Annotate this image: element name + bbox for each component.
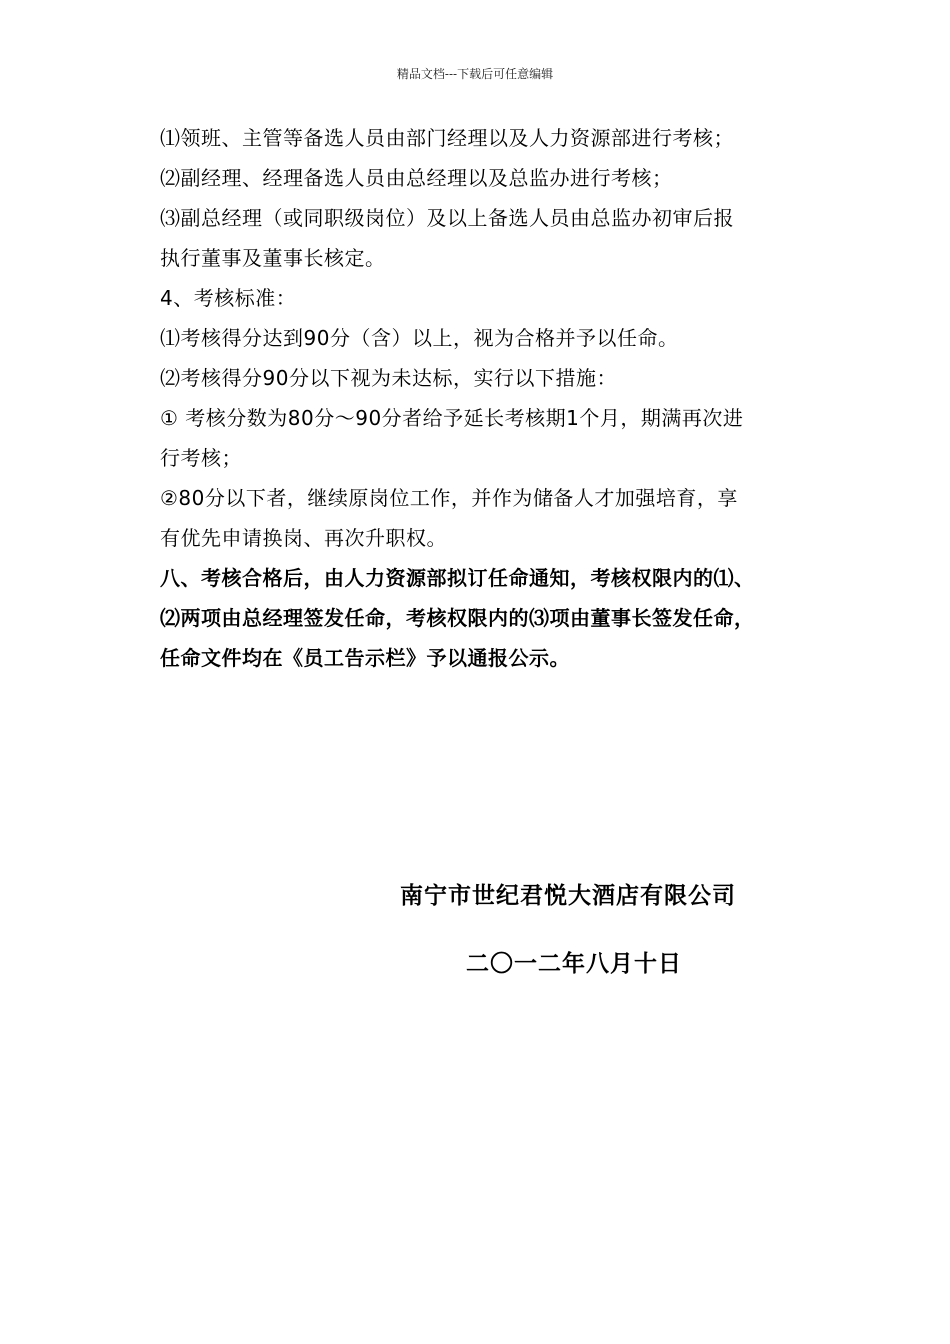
company-name: 南宁市世纪君悦大酒店有限公司 — [400, 883, 736, 909]
bold-paragraph-line: 任命文件均在《员工告示栏》予以通报公示。 — [160, 646, 570, 670]
paragraph-line: 行考核； — [160, 446, 242, 470]
paragraph-line: 执行董事及董事长核定。 — [160, 246, 386, 270]
paragraph-line: ① 考核分数为80分～90分者给予延长考核期1个月，期满再次进 — [160, 406, 744, 430]
header-text: 精品文档---下载后可任意编辑 — [396, 67, 554, 81]
paragraph-line: ⑴领班、主管等备选人员由部门经理以及人力资源部进行考核； — [160, 126, 734, 150]
paragraph-line: 4、考核标准： — [160, 286, 297, 310]
paragraph-line: ②80分以下者，继续原岗位工作，并作为储备人才加强培育，享 — [160, 486, 738, 510]
paragraph-line: ⑵考核得分90分以下视为未达标，实行以下措施： — [160, 366, 617, 390]
paragraph-line: ⑶副总经理（或同职级岗位）及以上备选人员由总监办初审后报 — [160, 206, 734, 230]
bold-paragraph-line: 八、考核合格后，由人力资源部拟订任命通知，考核权限内的⑴、 — [160, 566, 755, 590]
paragraph-line: 有优先申请换岗、再次升职权。 — [160, 526, 447, 550]
page-header-watermark — [0, 66, 950, 82]
paragraph-line: ⑵副经理、经理备选人员由总经理以及总监办进行考核； — [160, 166, 673, 190]
bold-paragraph-line: ⑵两项由总经理签发任命，考核权限内的⑶项由董事长签发任命， — [160, 606, 755, 630]
document-body — [160, 118, 820, 678]
paragraph-line: ⑴考核得分达到90分（含）以上，视为合格并予以任命。 — [160, 326, 679, 350]
document-date: 二〇一二年八月十日 — [466, 951, 682, 977]
